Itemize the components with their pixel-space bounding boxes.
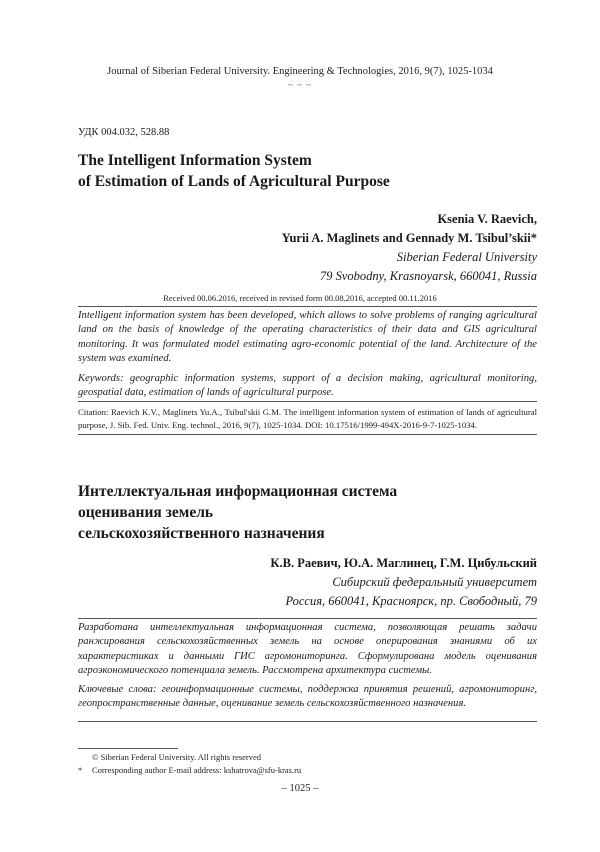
title-line: сельскохозяйственного назначения	[78, 525, 325, 542]
divider	[78, 306, 537, 307]
authors-block-ru	[270, 554, 537, 611]
divider	[78, 434, 537, 435]
divider	[78, 401, 537, 402]
author-line: Yurii A. Maglinets and Gennady M. Tsibul’skii*	[281, 231, 537, 245]
article-title-en	[78, 150, 538, 192]
footnote-rule	[78, 748, 178, 749]
author-line: Ksenia V. Raevich,	[437, 212, 537, 226]
footnotes	[78, 751, 301, 776]
abstract-text: Разработана интеллектуальная информационная система, позволяющая решать задачи ранжирования сельскохозяйственных земель на основе оперирования знаниями об их характеристиках и данными ГИС агромониторинга. Сформулирована модель оценивания агроэкономического потенциала земель. Рассмотрена архитектура системы.	[78, 622, 537, 676]
journal-header: Journal of Siberian Federal University. Engineering & Technologies, 2016, 9(7), 1025-1034	[107, 66, 493, 77]
title-line: The Intelligent Information System	[78, 152, 312, 169]
abstract-en	[78, 309, 537, 401]
article-title-ru	[78, 481, 538, 544]
footnote	[78, 751, 301, 764]
affiliation-line: Siberian Federal University	[396, 250, 537, 264]
affiliation-line: 79 Svobodny, Krasnoyarsk, 660041, Russia	[319, 269, 537, 283]
keywords-text: Keywords: geographic information systems, support of a decision making, agricultural monitoring, geospatial data, estimation of lands of agricultural purpose.	[78, 373, 537, 399]
title-line: Интеллектуальная информационная система	[78, 483, 398, 500]
footnote	[78, 764, 301, 777]
divider	[78, 618, 537, 619]
footnote-text: © Siberian Federal University. All rights reserved	[92, 752, 262, 762]
authors-block-en	[282, 210, 537, 286]
keywords-text: Ключевые слова: геоинформационные системы, поддержка принятия решений, агромониторинг, геопространственные данные, оценивание земель сельскохозяйственного назначения.	[78, 684, 537, 710]
footnote-mark: *	[78, 764, 83, 775]
page-number: – 1025 –	[281, 783, 319, 794]
udk-code: УДК 004.032, 528.88	[78, 127, 170, 138]
title-line: of Estimation of Lands of Agricultural Purpose	[78, 173, 390, 190]
citation: Citation: Raevich K.V., Maglinets Yu.A., Tsibul'skii G.M. The intelligent information system of estimation of lands of agricultural purpose, J. Sib. Fed. Univ. Eng. technol., 2016, 9(7), 1025-1034. DOI: 10.17516/1999-494X-2016-9-7-1025-1034.	[78, 407, 537, 430]
abstract-ru	[78, 621, 537, 712]
abstract-text: Intelligent information system has been developed, which allows to solve problems of ranging agricultural land on the basis of knowledge of the operating characteristics of their data and GIS agricultural monitoring. It was formulated model estimating agro-economic potential of the land. Architecture of the system was examined.	[78, 310, 537, 364]
received-dates: Received 00.06.2016, received in revised form 00.08.2016, accepted 00.11.2016	[163, 293, 437, 303]
footnote-text: Corresponding author E-mail address: kshatrova@sfu-kras.ru	[92, 764, 302, 775]
affiliation-line: Сибирский федеральный университет	[332, 575, 537, 589]
divider	[78, 721, 537, 722]
title-line: оценивания земель	[78, 504, 214, 521]
header-separator: ~ ~ ~	[287, 80, 313, 90]
author-line: К.В. Раевич, Ю.А. Маглинец, Г.М. Цибульский	[270, 556, 537, 570]
affiliation-line: Россия, 660041, Красноярск, пр. Свободный, 79	[285, 594, 537, 608]
